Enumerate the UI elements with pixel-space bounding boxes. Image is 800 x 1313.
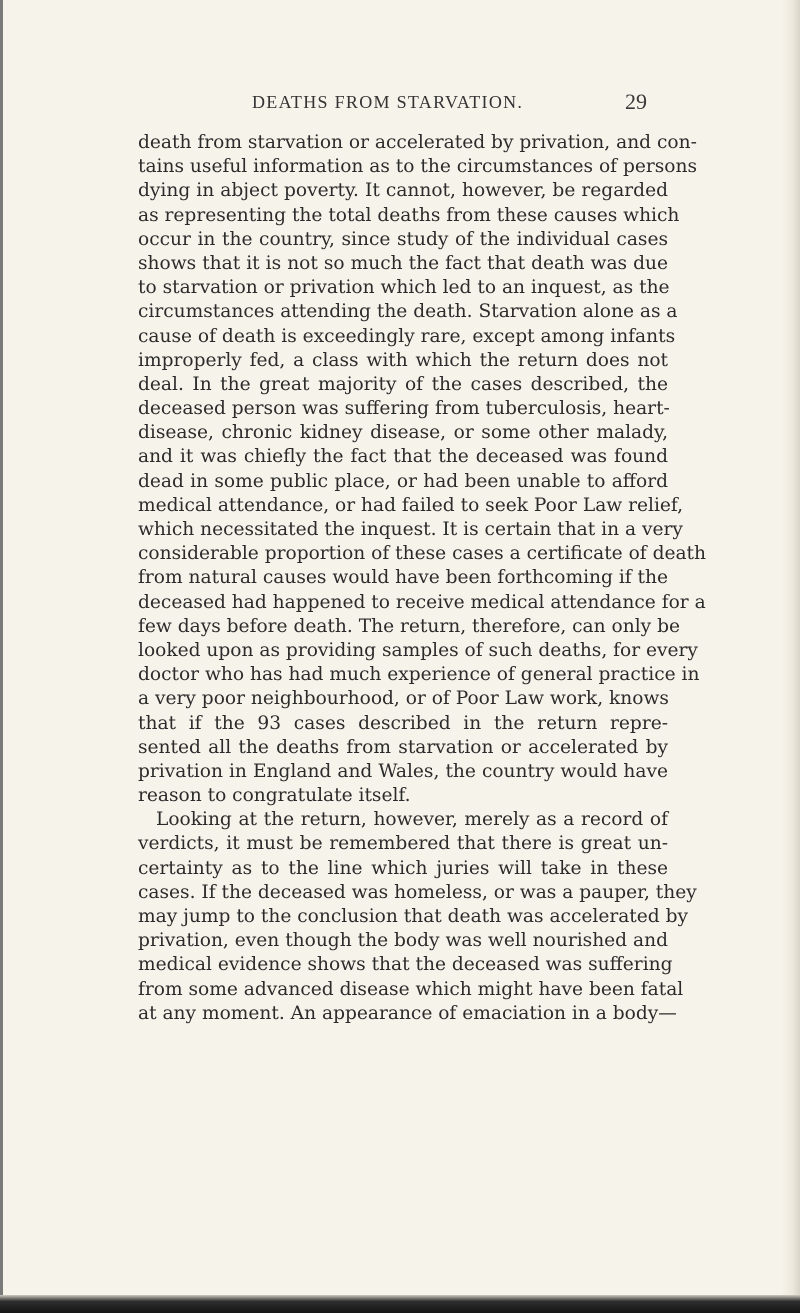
text-line: privation, even though the body was well nourished and xyxy=(138,930,668,952)
text-line: circumstances attending the death. Starvation alone as a xyxy=(138,301,678,323)
text-line: death from starvation or accelerated by privation, and con- xyxy=(138,132,697,153)
text-line: dead in some public place, or had been unable to afford xyxy=(138,470,668,492)
text-line: dying in abject poverty. It cannot, however, be regarded xyxy=(138,180,668,202)
text-line: medical evidence shows that the deceased was suffering xyxy=(138,954,673,976)
text-line: tains useful information as to the circumstances of persons xyxy=(138,156,697,178)
text-line: looked upon as providing samples of such deaths, for every xyxy=(138,639,698,661)
text-line: as representing the total deaths from these causes which xyxy=(138,204,680,226)
page-number: 29 xyxy=(625,89,647,114)
text-line: occur in the country, since study of the individual cases xyxy=(138,228,668,250)
text-line: doctor who has had much experience of general practice in xyxy=(138,664,700,686)
text-line: deal. In the great majority of the cases described, the xyxy=(138,373,668,395)
text-line: may jump to the conclusion that death was accelerated by xyxy=(138,906,688,927)
body-text xyxy=(138,131,707,1026)
text-line: which necessitated the inquest. It is certain that in a very xyxy=(138,519,683,540)
text-line: and it was chiefly the fact that the deceased was found xyxy=(138,446,668,468)
text-line: certainty as to the line which juries will take in these xyxy=(138,857,668,879)
running-head: DEATHS FROM STARVATION. xyxy=(252,92,524,112)
text-line: considerable proportion of these cases a certificate of death xyxy=(138,543,707,565)
page-right-edge-shadow xyxy=(782,0,800,1313)
text-line: cases. If the deceased was homeless, or was a pauper, they xyxy=(138,881,697,903)
text-line: few days before death. The return, therefore, can only be xyxy=(138,615,680,637)
text-line: deceased had happened to receive medical attendance for a xyxy=(138,591,706,613)
text-line: deceased person was suffering from tuberculosis, heart- xyxy=(138,398,670,420)
text-line: from some advanced disease which might have been fatal xyxy=(138,978,684,1000)
text-line: Looking at the return, however, merely as a record of xyxy=(156,809,668,831)
text-line: that if the 93 cases described in the return repre- xyxy=(138,712,668,734)
text-line: sented all the deaths from starvation or accelerated by xyxy=(138,736,668,758)
page-left-edge xyxy=(0,0,3,1313)
text-line: disease, chronic kidney disease, or some other malady, xyxy=(138,422,668,444)
text-line: improperly fed, a class with which the return does not xyxy=(138,349,668,371)
text-line: at any moment. An appearance of emaciation in a body— xyxy=(138,1002,677,1024)
scan-bottom-edge xyxy=(0,1295,800,1313)
text-line: shows that it is not so much the fact that death was due xyxy=(138,252,668,274)
page-header xyxy=(0,89,800,119)
text-line: reason to congratulate itself. xyxy=(138,785,411,807)
text-line: privation in England and Wales, the country would have xyxy=(138,760,668,782)
text-line: cause of death is exceedingly rare, except among infants xyxy=(138,325,676,347)
text-line: medical attendance, or had failed to seek Poor Law relief, xyxy=(138,494,684,516)
text-line: verdicts, it must be remembered that there is great un- xyxy=(138,833,668,855)
text-line: a very poor neighbourhood, or of Poor Law work, knows xyxy=(138,688,669,710)
text-line: to starvation or privation which led to an inquest, as the xyxy=(138,277,670,299)
text-line: from natural causes would have been forthcoming if the xyxy=(138,567,669,589)
